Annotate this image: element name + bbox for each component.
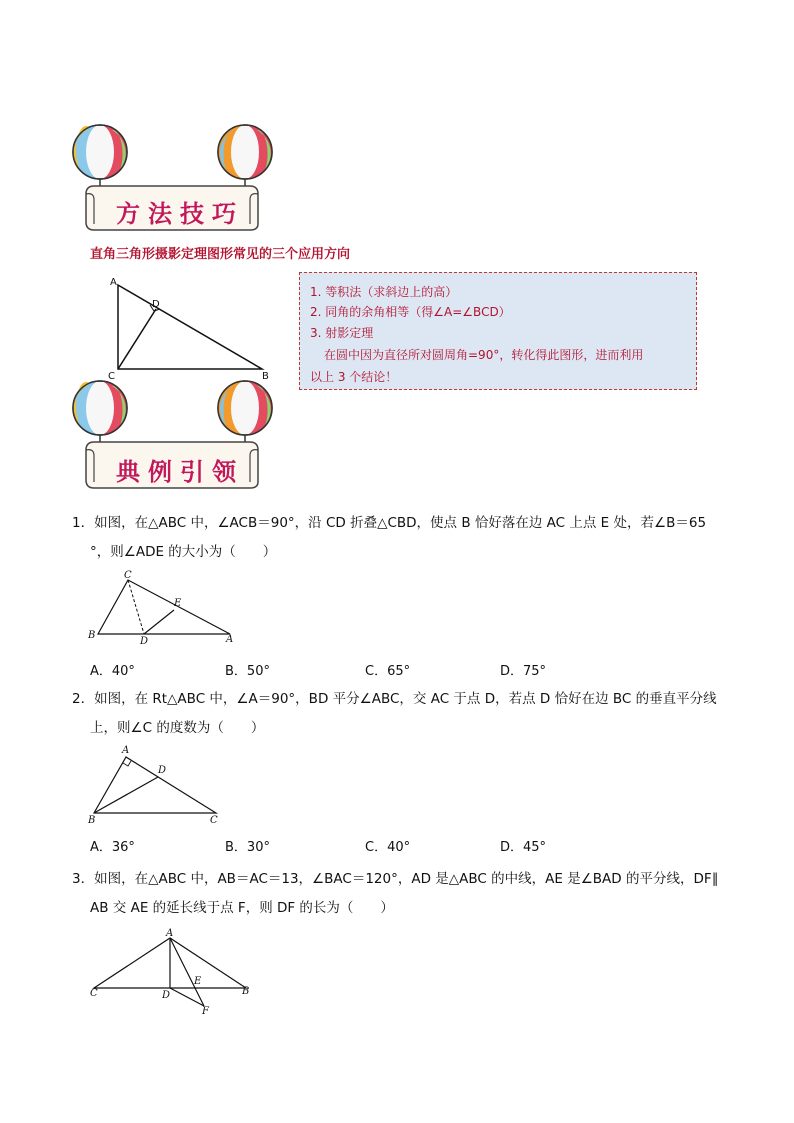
q2-label-b: B	[88, 815, 96, 826]
fig0-label-a: A	[110, 277, 117, 288]
tip-line-1: 1. 等积法（求斜边上的高）	[310, 285, 458, 299]
q3-label-a: A	[166, 928, 174, 939]
example-banner	[68, 378, 276, 490]
question-1-line-1: 1．如图，在△ABC 中，∠ACB＝90°，沿 CD 折叠△CBD，使点 B 恰好落在边 AC 上点 E 处，若∠B＝65	[72, 515, 707, 531]
example-banner-title: 典例引领	[116, 457, 244, 486]
section-title: 直角三角形摄影定理图形常见的三个应用方向	[90, 247, 351, 262]
tip-line-4: 在圆中因为直径所对圆周角=90°，转化得此图形，进而利用	[324, 348, 644, 362]
question-1-option-d[interactable]: D．75°	[500, 664, 547, 679]
q1-label-b: B	[88, 630, 96, 641]
question-2-line-2: 上，则∠C 的度数为（ ）	[90, 720, 265, 736]
fig0-label-b: B	[262, 371, 269, 382]
fig0-label-d: D	[152, 299, 160, 310]
tip-line-2: 2. 同角的余角相等（得∠A=∠BCD）	[310, 305, 511, 319]
method-banner	[68, 122, 276, 232]
q1-label-d: D	[140, 636, 149, 647]
q3-label-e: E	[194, 976, 202, 987]
tip-line-3: 3. 射影定理	[310, 326, 374, 340]
question-1-option-b[interactable]: B．50°	[225, 664, 270, 679]
q3-label-d: D	[162, 990, 171, 1001]
tip-box	[299, 272, 697, 390]
question-1-option-c[interactable]: C．65°	[365, 664, 411, 679]
q3-label-b: B	[242, 986, 250, 997]
method-banner-title: 方法技巧	[116, 199, 244, 228]
q3-label-f: F	[202, 1006, 209, 1017]
question-3-figure	[86, 926, 256, 1018]
question-2-option-a[interactable]: A．36°	[90, 840, 135, 855]
q3-label-c: C	[90, 988, 98, 999]
projection-theorem-figure	[104, 275, 274, 385]
question-1-line-2: °，则∠ADE 的大小为（ ）	[90, 544, 277, 560]
question-3-line-1: 3．如图，在△ABC 中，AB＝AC＝13，∠BAC＝120°，AD 是△ABC 的中线，AE 是∠BAD 的平分线，DF∥	[72, 871, 719, 887]
question-2-line-1: 2．如图，在 Rt△ABC 中，∠A＝90°，BD 平分∠ABC，交 AC 于点 D，若点 D 恰好在边 BC 的垂直平分线	[72, 691, 717, 707]
question-2-option-d[interactable]: D．45°	[500, 840, 547, 855]
question-2-option-b[interactable]: B．30°	[225, 840, 270, 855]
tip-line-5: 以上 3 个结论！	[310, 370, 398, 384]
question-3-line-2: AB 交 AE 的延长线于点 F，则 DF 的长为（ ）	[90, 900, 394, 916]
q1-label-a: A	[226, 634, 234, 645]
q1-label-e: E	[174, 598, 182, 609]
question-1-figure	[86, 570, 246, 648]
question-1-option-a[interactable]: A．40°	[90, 664, 135, 679]
q1-label-c: C	[124, 570, 132, 581]
q2-label-a: A	[122, 745, 130, 756]
q2-label-d: D	[158, 765, 167, 776]
question-2-option-c[interactable]: C．40°	[365, 840, 411, 855]
q2-label-c: C	[210, 815, 218, 826]
question-2-figure	[86, 745, 226, 827]
fig0-label-c: C	[108, 371, 115, 382]
